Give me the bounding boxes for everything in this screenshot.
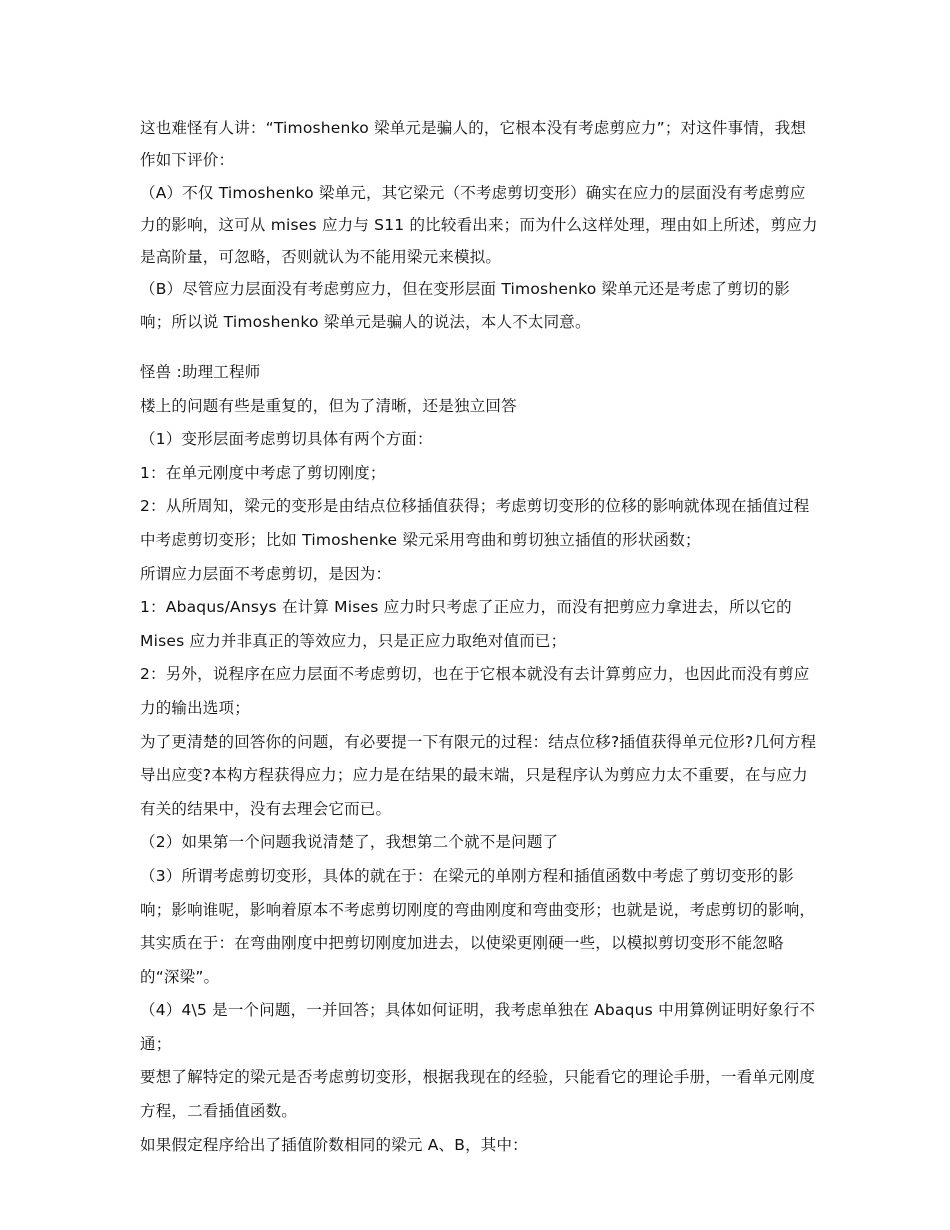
paragraph: 为了更清楚的回答你的问题，有必要提一下有限元的过程：结点位移?插值获得单元位形?几何方程导出应变?本构方程获得应力；应力是在结果的最末端，只是程序认为剪应力太不重要，在与应力有关的结果中，没有去理会它而已。 [140, 732, 817, 818]
paragraph: 2：从所周知，梁元的变形是由结点位移插值获得；考虑剪切变形的位移的影响就体现在插值过程中考虑剪切变形；比如 Timoshenke 梁元采用弯曲和剪切独立插值的形状函数； [140, 497, 810, 549]
paragraph: 1：Abaqus/Ansys 在计算 Mises 应力时只考虑了正应力，而没有把剪应力拿进去，所以它的 Mises 应力并非真正的等效应力，只是正应力取绝对值而已； [140, 598, 792, 650]
text-block-top [140, 112, 820, 338]
paragraph: 1：在单元刚度中考虑了剪切刚度； [140, 463, 386, 482]
paragraph: （3）所谓考虑剪切变形，具体的就在于：在梁元的单刚方程和插值函数中考虑了剪切变形的影响；影响谁呢，影响着原本不考虑剪切刚度的弯曲刚度和弯曲变形；也就是说，考虑剪切的影响，其实质在于：在弯曲刚度中把剪切刚度加进去，以使梁更刚硬一些，以模拟剪切变形不能忽略的“深梁”。 [140, 866, 816, 986]
paragraph: （B）尽管应力层面没有考虑剪应力，但在变形层面 Timoshenko 梁单元还是考虑了剪切的影响；所以说 Timoshenko 梁单元是骗人的说法，本人不太同意。 [140, 280, 790, 331]
paragraph: 楼上的问题有些是重复的，但为了清晰，还是独立回答 [140, 396, 517, 415]
paragraph: （1）变形层面考虑剪切具体有两个方面： [140, 430, 433, 449]
paragraph: 要想了解特定的梁元是否考虑剪切变形，根据我现在的经验，只能看它的理论手册，一看单元刚度方程，二看插值函数。 [140, 1068, 816, 1121]
reply-author: 怪兽 :助理工程师 [140, 363, 261, 381]
paragraph: 所谓应力层面不考虑剪切，是因为： [140, 564, 392, 583]
paragraph: 如果假定程序给出了插值阶数相同的梁元 A、B，其中： [140, 1135, 528, 1154]
paragraph: 这也难怪有人讲：“Timoshenko 梁单元是骗人的，它根本没有考虑剪应力”；对这件事情，我想作如下评价： [140, 119, 807, 170]
paragraph: 2：另外，说程序在应力层面不考虑剪切，也在于它根本就没有去计算剪应力，也因此而没有剪应力的输出选项； [140, 665, 810, 717]
text-block-reply [140, 356, 820, 1162]
paragraph: （4）4\5 是一个问题，一并回答；具体如何证明，我考虑单独在 Abaqus 中用算例证明好象行不通； [140, 1001, 816, 1053]
paragraph: （A）不仅 Timoshenko 梁单元，其它梁元（不考虑剪切变形）确实在应力的层面没有考虑剪应力的影响，这可从 mises 应力与 S11 的比较看出来；而为什么这样处理，理由如上所述，剪应力是高阶量，可忽略，否则就认为不能用梁元来模拟。 [140, 183, 818, 267]
paragraph: （2）如果第一个问题我说清楚了，我想第二个就不是问题了 [140, 833, 559, 852]
